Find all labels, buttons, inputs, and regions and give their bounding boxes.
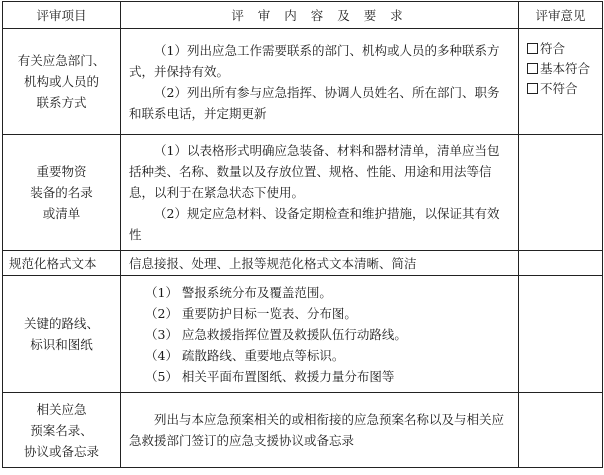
review-content	[121, 276, 519, 393]
review-item	[3, 393, 121, 468]
review-item	[3, 135, 121, 251]
list-item: （3） 应急救援指挥位置及救援队伍行动路线。	[145, 326, 407, 342]
review-opinion	[519, 29, 603, 135]
review-item-line: 协议或备忘录	[23, 443, 99, 459]
review-item-line: 关键的路线、	[23, 316, 99, 331]
review-content: 信息接报、处理、上报等规范化格式文本清晰、简洁	[121, 251, 519, 276]
review-item-line: 重要物资	[36, 164, 87, 179]
option-label: 不符合	[540, 81, 578, 96]
review-item-line: 预案名录、	[30, 422, 93, 438]
review-opinion	[519, 135, 603, 251]
table-row	[3, 251, 603, 276]
content-paragraph: （1）以表格形式明确应急装备、材料和器材清单，清单应当包括种类、名称、数量以及存放位置、规格、性能、用途和用法等信息，以利于在紧急状态下使用。	[129, 143, 500, 200]
review-content	[121, 29, 519, 135]
review-item-line: 装备的名录	[30, 185, 93, 200]
header-review-content: 评 审 内 容 及 要 求	[121, 2, 519, 29]
checkbox-icon[interactable]	[527, 83, 538, 94]
table-row	[3, 393, 603, 468]
table-row	[3, 29, 603, 135]
header-review-opinion: 评审意见	[519, 2, 603, 29]
review-item-line: 有关应急部门、	[17, 53, 106, 68]
review-item-line: 机构或人员的	[23, 74, 99, 89]
content-paragraph: （1）列出应急工作需要联系的部门、机构或人员的多种联系方式，并保持有效。	[129, 42, 500, 79]
review-item-line: 标识和图纸	[30, 337, 93, 352]
review-content	[121, 135, 519, 251]
review-opinion	[519, 276, 603, 393]
review-item-line: 相关应急	[36, 401, 87, 417]
list-item: （1） 警报系统分布及覆盖范围。	[145, 284, 332, 300]
content-paragraph: 列出与本应急预案相关的或相衔接的应急预案名称以及与相关应急救援部门签订的应急支援协议或备忘录	[129, 412, 505, 448]
option-conform[interactable]	[527, 39, 602, 59]
key-items-list	[129, 282, 510, 387]
option-label: 基本符合	[540, 61, 591, 76]
checkbox-icon[interactable]	[527, 63, 538, 74]
list-item: （4） 疏散路线、重要地点等标识。	[145, 347, 345, 363]
checkbox-icon[interactable]	[527, 43, 538, 54]
header-review-item: 评审项目	[3, 2, 121, 29]
review-content	[121, 393, 519, 468]
review-item-line: 联系方式	[36, 95, 87, 110]
content-paragraph: （2）列出所有参与应急指挥、协调人员姓名、所在部门、职务和联系电话，并定期更新	[129, 84, 500, 121]
option-basically-conform[interactable]	[527, 59, 602, 79]
review-table	[2, 1, 603, 468]
table-row	[3, 276, 603, 393]
review-item	[3, 276, 121, 393]
table-row	[3, 135, 603, 251]
review-opinion	[519, 393, 603, 468]
option-label: 符合	[540, 41, 566, 56]
list-item: （5） 相关平面布置图纸、救援力量分布图等	[145, 368, 395, 384]
option-not-conform[interactable]	[527, 79, 602, 99]
review-opinion	[519, 251, 603, 276]
list-item: （2） 重要防护目标一览表、分布图。	[145, 305, 357, 321]
review-item: 规范化格式文本	[3, 251, 121, 276]
table-header-row	[3, 2, 603, 29]
content-paragraph: （2）规定应急材料、设备定期检查和维护措施，以保证其有效性	[129, 206, 500, 242]
review-item-line: 或清单	[42, 206, 81, 221]
review-item	[3, 29, 121, 135]
